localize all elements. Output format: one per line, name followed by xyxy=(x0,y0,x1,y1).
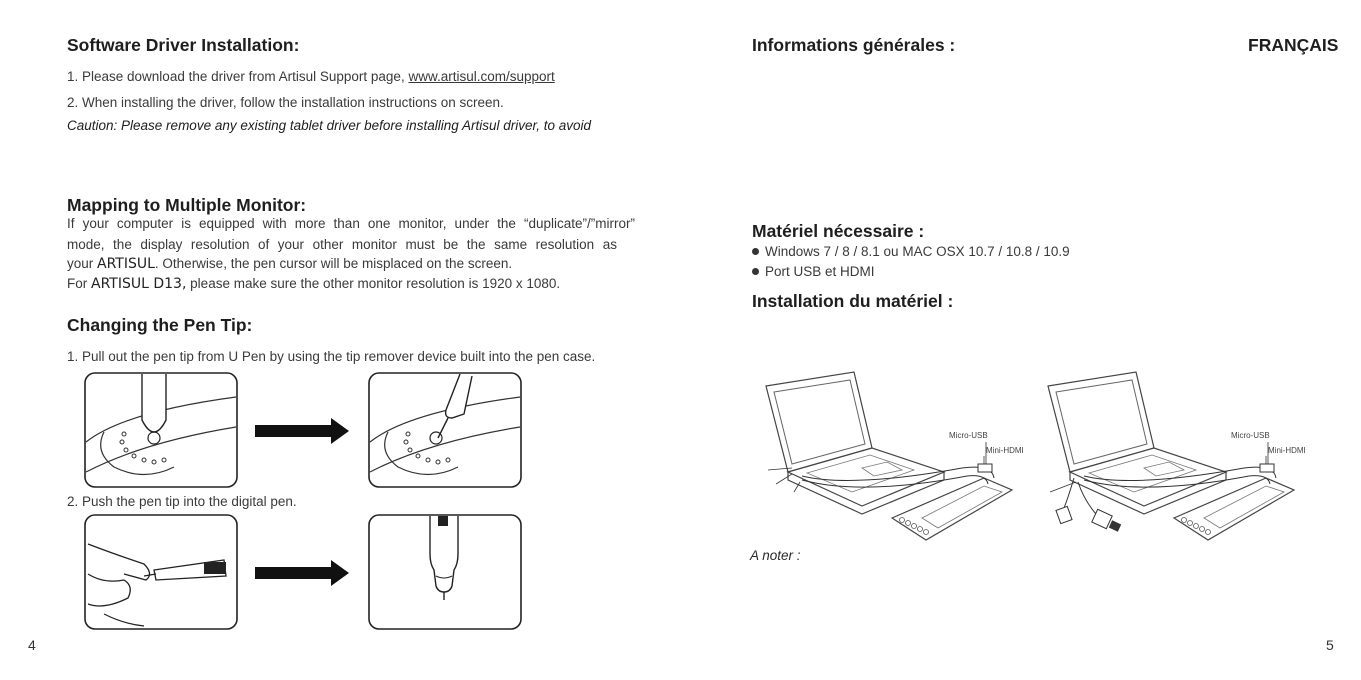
software-step1 xyxy=(67,69,555,84)
software-caution: Caution: Please remove any existing tablet driver before installing Artisul driver, to avoid xyxy=(67,118,592,133)
diagram1-mini-hdmi-label: Mini-HDMI xyxy=(986,446,1024,455)
support-link[interactable]: www.artisul.com/support xyxy=(408,69,555,84)
mapping-line4-post: please make sure the other monitor resolution is 1920 x 1080. xyxy=(186,276,561,291)
mapping-line4 xyxy=(67,276,560,292)
mapping-line3 xyxy=(67,256,512,272)
diagram2-mini-hdmi-label: Mini-HDMI xyxy=(1268,446,1306,455)
materiel-item-os-text: Windows 7 / 8 / 8.1 ou MAC OSX 10.7 / 10.8 / 10.9 xyxy=(765,244,1070,259)
arrow-right-icon xyxy=(255,418,351,444)
assembled-pen-illustration xyxy=(368,514,522,630)
pen-tip-removed-illustration xyxy=(368,372,522,488)
mapping-title: Mapping to Multiple Monitor: xyxy=(67,195,307,215)
materiel-title: Matériel nécessaire : xyxy=(752,221,925,241)
bullet-icon xyxy=(752,248,759,255)
pen-case-tip-remover-illustration xyxy=(84,372,238,488)
mapping-line3-post: . Otherwise, the pen cursor will be misplaced on the screen. xyxy=(154,256,513,271)
brand-name: ARTISUL xyxy=(97,256,155,272)
pen-tip-step1: 1. Pull out the pen tip from U Pen by using the tip remover device built into the pen case. xyxy=(67,349,596,364)
pen-tip-title: Changing the Pen Tip: xyxy=(67,315,253,335)
note-label: A noter : xyxy=(750,548,801,563)
hand-inserting-tip-illustration xyxy=(84,514,238,630)
software-step2: 2. When installing the driver, follow the installation instructions on screen. xyxy=(67,95,504,110)
brand-model: ARTISUL D13, xyxy=(91,276,187,292)
page-number-left: 4 xyxy=(28,637,36,653)
materiel-item-ports xyxy=(752,264,875,279)
software-step1-text: 1. Please download the driver from Artisul Support page, xyxy=(67,69,409,84)
bullet-icon xyxy=(752,268,759,275)
materiel-item-ports-text: Port USB et HDMI xyxy=(765,264,875,279)
laptop-tablet-connection-diagram-1 xyxy=(762,368,1032,550)
arrow-right-icon xyxy=(255,560,351,586)
language-label: FRANÇAIS xyxy=(1248,35,1339,55)
laptop-tablet-connection-diagram-2 xyxy=(1044,368,1314,550)
mapping-line1: If your computer is equipped with more than one monitor, under the “duplicate”/”mirror” xyxy=(67,216,635,231)
diagram2-micro-usb-label: Micro-USB xyxy=(1231,431,1270,440)
diagram1-micro-usb-label: Micro-USB xyxy=(949,431,988,440)
software-title: Software Driver Installation: xyxy=(67,35,300,55)
mapping-line4-pre: For xyxy=(67,276,92,291)
page-number-right: 5 xyxy=(1326,637,1334,653)
mapping-line3-pre: your xyxy=(67,256,98,271)
materiel-item-os xyxy=(752,244,1070,259)
installation-title: Installation du matériel : xyxy=(752,291,954,311)
general-info-title: Informations générales : xyxy=(752,35,956,55)
mapping-line2: mode, the display resolution of your other monitor must be the same resolution as xyxy=(67,237,617,252)
pen-tip-step2: 2. Push the pen tip into the digital pen. xyxy=(67,494,297,509)
